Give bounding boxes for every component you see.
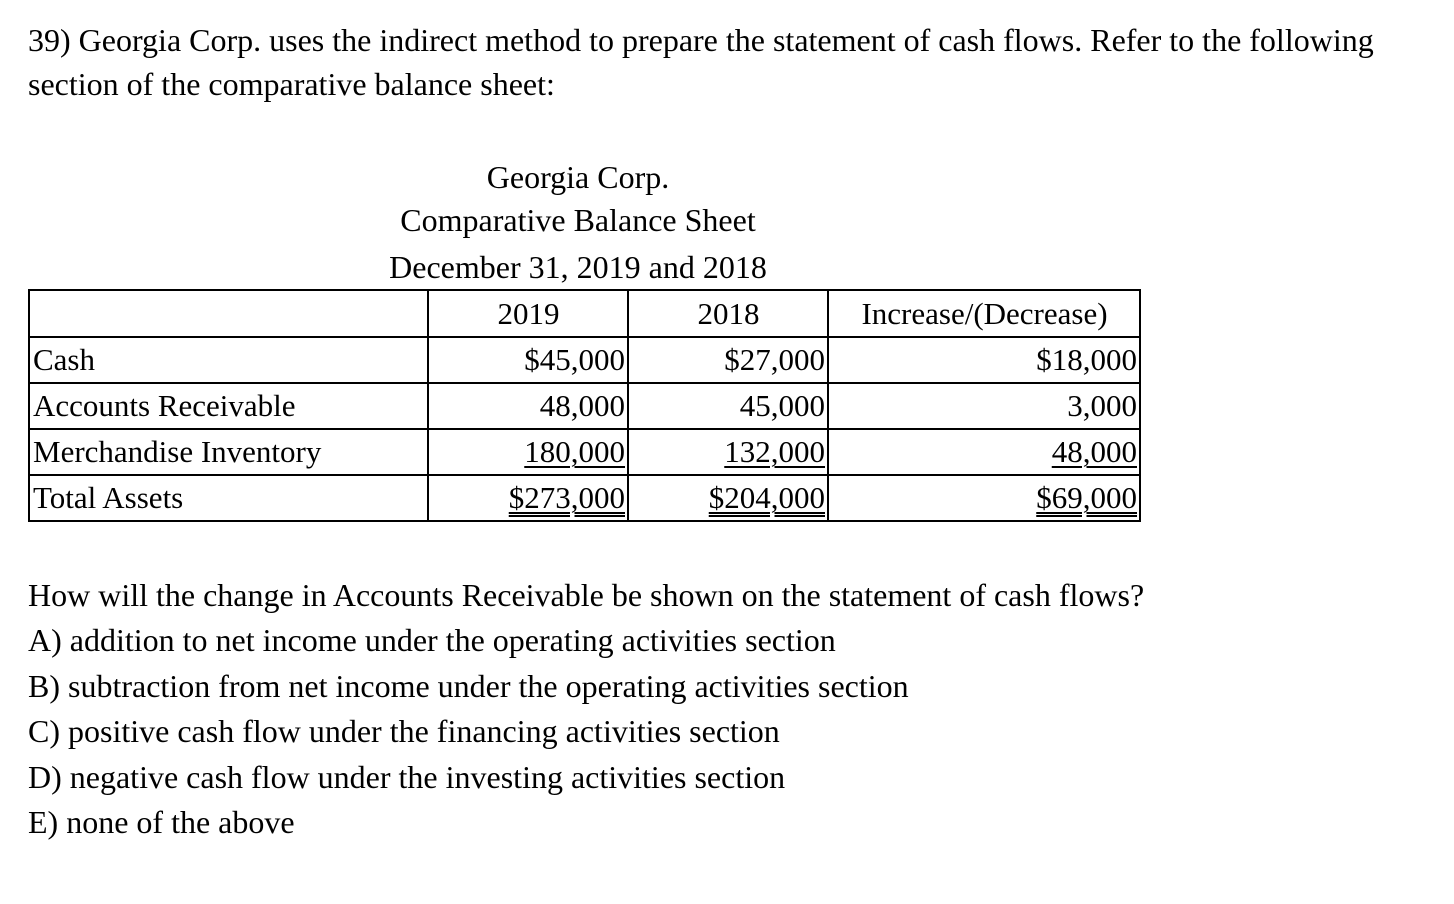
cell-2019: $45,000 xyxy=(428,337,628,383)
table-row xyxy=(29,475,1140,521)
table-row xyxy=(29,337,1140,383)
question-prompt: How will the change in Accounts Receivable be shown on the statement of cash flows? xyxy=(28,577,1145,613)
cell-2019-value: $273,000 xyxy=(508,480,625,515)
answer-options xyxy=(28,618,909,846)
cell-2018: 45,000 xyxy=(628,383,828,429)
cell-2019 xyxy=(428,429,628,475)
table-row xyxy=(29,429,1140,475)
header-2018: 2018 xyxy=(628,290,828,337)
option-c: C) positive cash flow under the financing activities section xyxy=(28,713,780,749)
cell-change: $18,000 xyxy=(828,337,1140,383)
row-label: Cash xyxy=(29,337,428,383)
row-label: Merchandise Inventory xyxy=(29,429,428,475)
statement-date: December 31, 2019 and 2018 xyxy=(389,249,767,285)
row-label: Total Assets xyxy=(29,475,428,521)
cell-2018 xyxy=(628,429,828,475)
row-label: Accounts Receivable xyxy=(29,383,428,429)
cell-change xyxy=(828,429,1140,475)
cell-2019-value: 180,000 xyxy=(524,434,625,469)
balance-sheet-table xyxy=(28,289,1141,522)
header-blank xyxy=(29,290,428,337)
header-2019: 2019 xyxy=(428,290,628,337)
header-change: Increase/(Decrease) xyxy=(828,290,1140,337)
option-e: E) none of the above xyxy=(28,804,295,840)
cell-2018-value: 132,000 xyxy=(724,434,825,469)
option-a: A) addition to net income under the operating activities section xyxy=(28,622,836,658)
cell-2018: $27,000 xyxy=(628,337,828,383)
company-name: Georgia Corp. xyxy=(486,159,670,195)
statement-title: Comparative Balance Sheet xyxy=(400,202,756,238)
table-row xyxy=(29,383,1140,429)
cell-change: 3,000 xyxy=(828,383,1140,429)
cell-change-value: 48,000 xyxy=(1051,434,1137,469)
cell-2019 xyxy=(428,475,628,521)
question-text: 39) Georgia Corp. uses the indirect method to prepare the statement of cash flows. Refer to the following section of the comparative balance sheet: xyxy=(28,22,1374,102)
option-d: D) negative cash flow under the investing activities section xyxy=(28,758,786,795)
cell-2018 xyxy=(628,475,828,521)
cell-change xyxy=(828,475,1140,521)
cell-2018-value: $204,000 xyxy=(708,480,825,515)
option-b: B) subtraction from net income under the operating activities section xyxy=(28,667,909,704)
cell-change-value: $69,000 xyxy=(1036,480,1137,515)
cell-2019: 48,000 xyxy=(428,383,628,429)
table-header-row xyxy=(29,290,1140,337)
